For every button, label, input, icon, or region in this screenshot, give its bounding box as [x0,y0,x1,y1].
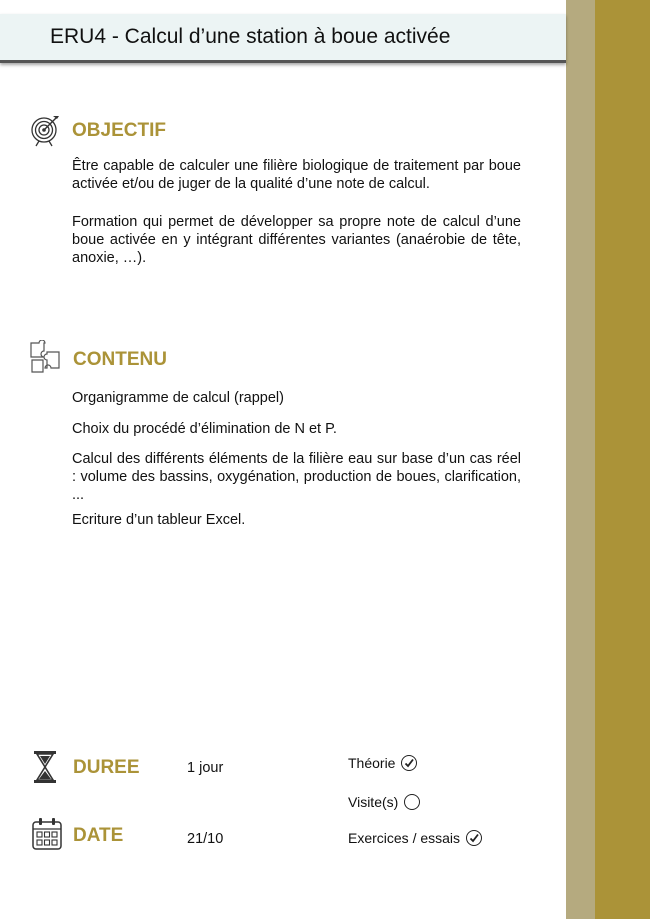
option-label: Exercices / essais [348,830,461,846]
contenu-item-2: Choix du procédé d’élimination de N et P. [72,421,337,437]
contenu-item-1: Organigramme de calcul (rappel) [72,390,284,406]
option-exercices [348,830,482,846]
page-title: ERU4 - Calcul d’une station à boue activée [50,25,451,48]
checked-circle-icon [401,755,417,771]
side-stripe-dark [595,0,650,919]
calendar-icon [31,817,63,851]
option-label: Visite(s) [348,794,399,810]
date-title: DATE [73,825,124,846]
contenu-item-3: Calcul des différents éléments de la filière eau sur base d’un cas réel : volume des bassins, oxygénation, production de boues, clarification, ... [72,451,521,503]
hourglass-icon [33,750,57,784]
date-value: 21/10 [187,831,224,847]
contenu-title: CONTENU [73,349,167,370]
objectif-title: OBJECTIF [72,120,166,141]
header-bar [0,14,566,63]
checked-circle-icon [466,830,482,846]
objectif-paragraph-2: Formation qui permet de développer sa propre note de calcul d’une boue activée en y intégrant différentes variantes (anaérobie de tête, anoxie, …). [72,214,521,266]
contenu-item-4: Ecriture d’un tableur Excel. [72,512,246,528]
duree-value: 1 jour [187,760,224,776]
duree-title: DUREE [73,757,140,778]
option-label: Théorie [348,755,396,771]
objectif-paragraph-1: Être capable de calculer une filière biologique de traitement par boue activée et/ou de juger de la qualité d’une note de calcul. [72,158,521,192]
option-visites [348,794,420,810]
option-theorie [348,755,417,771]
empty-circle-icon [404,794,420,810]
side-stripe-light [566,0,595,919]
target-icon [30,113,60,147]
puzzle-icon [28,340,62,374]
